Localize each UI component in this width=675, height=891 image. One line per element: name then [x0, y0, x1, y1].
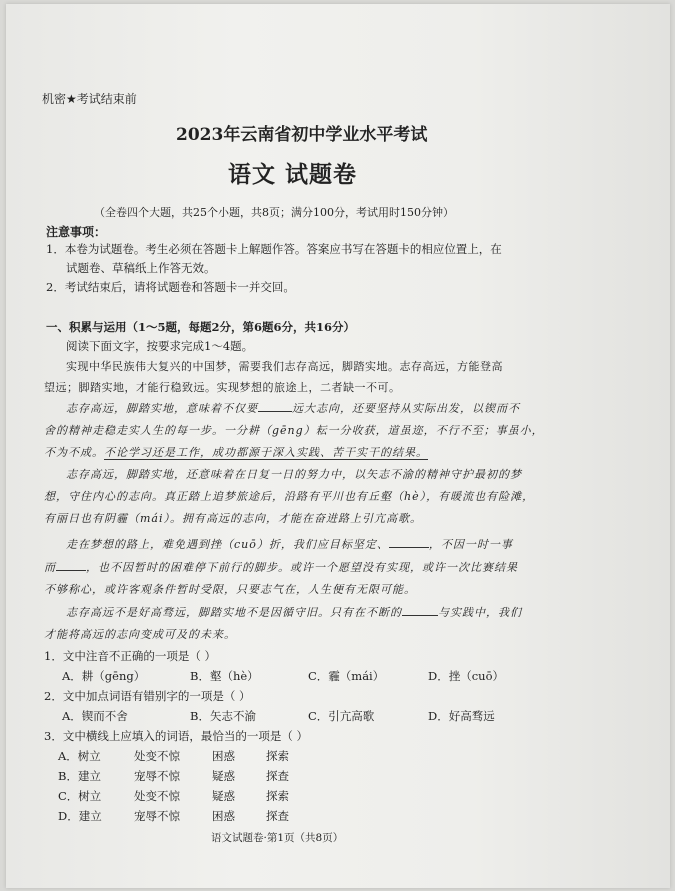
p4-text-c: 而: [44, 561, 56, 574]
page-footer: 语文试题卷·第1页（共8页）: [211, 832, 344, 844]
q2-option-d: D．好高骛远: [428, 709, 495, 723]
passage-p5-line2: 才能将高远的志向变成可及的未来。: [44, 628, 236, 641]
p2-text-c: 不为不成。: [44, 446, 104, 459]
exam-title: 2023年云南省初中学业水平考试: [176, 125, 428, 145]
passage-p4-line1: [66, 536, 513, 552]
passage-p2-line2: 舍的精神走稳走实人生的每一步。一分耕（gēng）耘一分收获，道虽迩，不行不至；事虽小，: [44, 424, 544, 437]
passage-intro: 阅读下面文字，按要求完成1～4题。: [66, 339, 254, 353]
p4-text-a: 走在梦想的路上，难免遇到挫（cuō）折，我们应目标坚定、: [66, 538, 389, 551]
passage-p3-line2: 想，守住内心的志向。真正踏上追梦旅途后，沿路有平川也有丘壑（hè），有暖流也有险滩，: [44, 490, 535, 503]
p5-text-a: 志存高远不是好高骛远，脚踏实地不是因循守旧。只有在不断的: [66, 606, 402, 619]
q3-option-b-word4: 探查: [266, 769, 289, 783]
p4-text-b: ，不因一时一事: [428, 538, 513, 551]
passage-p4-line2: [44, 559, 518, 575]
q3-option-c-word2: 处变不惊: [134, 789, 180, 803]
q1-option-d: D．挫（cuō）: [428, 669, 504, 683]
p2-text-a: 志存高远，脚踏实地，意味着不仅要: [66, 402, 258, 415]
passage-p4-line3: 不够称心，或许客观条件暂时受限，只要志气在，人生便有无限可能。: [44, 583, 416, 596]
q3-option-d-word3: 困惑: [212, 809, 235, 823]
question-1-stem: 1．文中注音不正确的一项是（ ）: [44, 649, 216, 663]
q3-option-d-word2: 宠辱不惊: [134, 809, 180, 823]
q1-option-a: A．耕（gēng）: [62, 669, 146, 683]
passage-p3-line3: 有丽日也有阴霾（mái）。拥有高远的志向，才能在奋进路上引亢高歌。: [44, 512, 423, 525]
q3-option-b-word3: 疑惑: [212, 769, 235, 783]
blank-4: [402, 605, 438, 616]
q3-option-a-word4: 探索: [266, 749, 289, 763]
confidential-label: 机密★考试结束前: [42, 92, 137, 106]
q3-option-a-word2: 处变不惊: [134, 749, 180, 763]
exam-page: [6, 4, 670, 888]
question-2-stem: 2．文中加点词语有错别字的一项是（ ）: [44, 689, 251, 703]
notice-item-1: 1．本卷为试题卷。考生必须在答题卡上解题作答。答案应书写在答题卡的相应位置上，在: [46, 242, 502, 256]
q1-option-b: B．壑（hè）: [190, 669, 259, 683]
section-heading: 一、积累与运用（1～5题，每题2分，第6题6分，共16分）: [46, 320, 356, 334]
notice-heading: 注意事项：: [46, 225, 107, 239]
q3-option-c-word1: C．树立: [58, 789, 102, 803]
q3-option-c-word4: 探索: [266, 789, 289, 803]
q3-option-d-word4: 探查: [266, 809, 289, 823]
passage-p5-line1: [66, 604, 522, 620]
q2-option-a: A．锲而不舍: [62, 709, 128, 723]
q3-option-b-word1: B．建立: [58, 769, 101, 783]
p4-text-d: ，也不因暂时的困难停下前行的脚步。或许一个愿望没有实现，或许一次比赛结果: [86, 561, 518, 574]
blank-2: [389, 537, 429, 548]
q3-option-a-word3: 困惑: [212, 749, 235, 763]
notice-item-1-cont: 试题卷、草稿纸上作答无效。: [66, 261, 216, 275]
q3-option-d-word1: D．建立: [58, 809, 102, 823]
blank-1: [258, 401, 292, 412]
q2-option-b: B．矢志不渝: [190, 709, 256, 723]
q3-option-a-word1: A．树立: [58, 749, 101, 763]
q3-option-c-word3: 疑惑: [212, 789, 235, 803]
passage-p2-line1: [66, 400, 520, 416]
p5-text-b: 与实践中，我们: [438, 606, 522, 619]
passage-p1-line2: 望远；脚踏实地，才能行稳致远。实现梦想的旅途上，二者缺一不可。: [44, 381, 401, 394]
q1-option-c: C．霾（mái）: [308, 669, 385, 683]
exam-meta: （全卷四个大题，共25个小题，共8页；满分100分，考试用时150分钟）: [94, 206, 454, 219]
notice-item-2: 2．考试结束后，请将试题卷和答题卡一并交回。: [46, 280, 295, 294]
q3-option-b-word2: 宠辱不惊: [134, 769, 180, 783]
underlined-sentence: 不论学习还是工作，成功都源于深入实践、苦干实干的结果。: [104, 446, 428, 459]
passage-p1-line1: 实现中华民族伟大复兴的中国梦，需要我们志存高远，脚踏实地。志存高远，方能登高: [66, 360, 503, 373]
paper-subtitle: 语文 试题卷: [228, 161, 358, 188]
p2-text-b: 远大志向，还要坚持从实际出发，以锲而不: [292, 402, 520, 415]
passage-p3-line1: 志存高远，脚踏实地，还意味着在日复一日的努力中，以矢志不渝的精神守护最初的梦: [66, 468, 522, 481]
passage-p2-line3: [44, 444, 428, 460]
q2-option-c: C．引亢高歌: [308, 709, 375, 723]
question-3-stem: 3．文中横线上应填入的词语，最恰当的一项是（ ）: [44, 729, 308, 743]
blank-3: [56, 560, 86, 571]
